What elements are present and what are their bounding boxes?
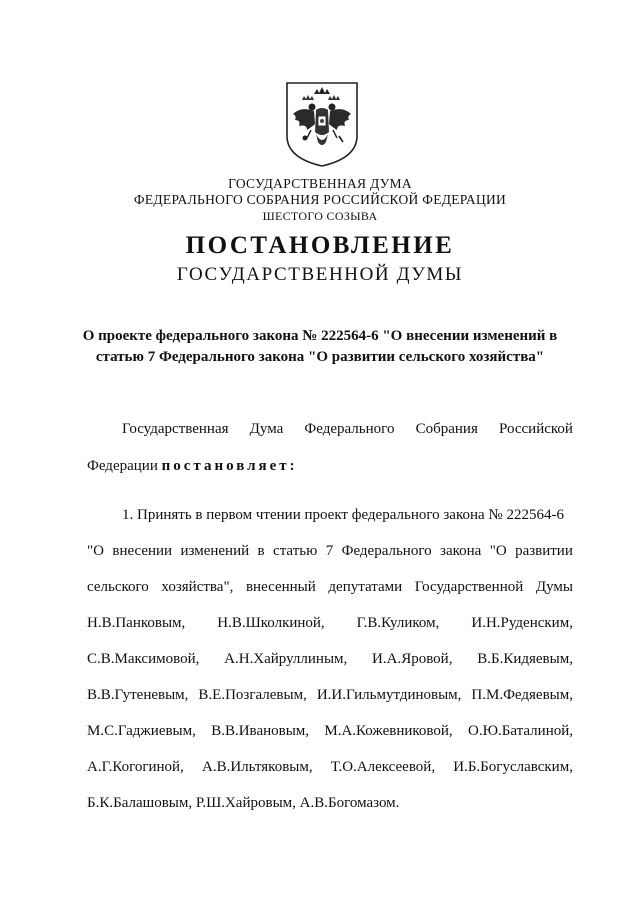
word: сельского — [87, 579, 149, 595]
deputy-name: В.В.Гутеневым, — [87, 687, 189, 703]
paragraph-1-line-7 — [87, 721, 573, 741]
paragraph-1-line-9: Б.К.Балашовым, Р.Ш.Хайровым, А.В.Богомазом. — [87, 795, 400, 811]
preamble-word: Федерального — [304, 421, 395, 437]
word: статью — [273, 543, 318, 559]
paragraph-1-line-6 — [87, 685, 573, 705]
paragraph-1-line-3 — [87, 577, 573, 597]
deputy-name: И.Б.Богуславским, — [453, 759, 573, 775]
document-subtitle: ГОСУДАРСТВЕННОЙ ДУМЫ — [176, 264, 464, 285]
paragraph-1-line-4 — [87, 613, 573, 633]
header-line-3: ШЕСТОГО СОЗЫВА — [262, 209, 378, 223]
preamble-line-1 — [87, 419, 573, 439]
header-line-1: ГОСУДАРСТВЕННАЯ ДУМА — [228, 176, 412, 191]
preamble-word: Российской — [499, 421, 573, 437]
deputy-name: А.В.Ильтяковым, — [202, 759, 313, 775]
paragraph-1-line-1: 1. Принять в первом чтении проект федерального закона № 222564-6 — [122, 507, 564, 523]
preamble-word: Государственная — [122, 421, 229, 437]
deputy-name: А.Г.Когогиной, — [87, 759, 184, 775]
paragraph-1-line-8 — [87, 757, 573, 777]
coat-of-arms-icon — [283, 80, 361, 168]
deputy-name: Н.В.Панковым, — [87, 615, 186, 631]
word: внесении — [112, 543, 173, 559]
deputy-name: М.С.Гаджиевым, — [87, 723, 196, 739]
word: развитии — [515, 543, 573, 559]
subject-line-2: статью 7 Федерального закона "О развитии сельского хозяйства" — [95, 349, 545, 365]
deputy-name: И.Н.Руденским, — [471, 615, 573, 631]
document-title: ПОСТАНОВЛЕНИЕ — [185, 232, 455, 259]
word: Думы — [535, 579, 573, 595]
word: изменений — [180, 543, 250, 559]
deputy-name: В.Е.Позгалевым, — [198, 687, 307, 703]
word: Федерального — [341, 543, 432, 559]
preamble-word: Собрания — [415, 421, 478, 437]
deputy-name: Т.О.Алексеевой, — [330, 759, 436, 775]
deputy-name: П.М.Федяевым, — [471, 687, 573, 703]
word: Государственной — [414, 579, 524, 595]
preamble-federation: Федерации — [87, 458, 158, 474]
preamble-word: Дума — [249, 421, 284, 437]
word: 7 — [325, 543, 334, 559]
header-line-2: ФЕДЕРАЛЬНОГО СОБРАНИЯ РОССИЙСКОЙ ФЕДЕРАЦИИ — [133, 192, 507, 207]
paragraph-1-line-5 — [87, 649, 573, 669]
word: "О — [489, 543, 507, 559]
preamble-line-2 — [87, 456, 573, 476]
deputy-name: А.Н.Хайруллиным, — [224, 651, 348, 667]
document-subject — [60, 326, 580, 368]
deputy-name: О.Ю.Баталиной, — [468, 723, 573, 739]
deputy-name: Н.В.Школкиной, — [217, 615, 325, 631]
paragraph-1-line-2 — [87, 541, 573, 561]
word: "О — [87, 543, 104, 559]
deputy-name: Г.В.Куликом, — [356, 615, 440, 631]
word: внесенный — [245, 579, 316, 595]
subject-line-1: О проекте федерального закона № 222564-6 "О внесении изменений в — [82, 328, 558, 344]
preamble-resolves: постановляет: — [161, 458, 298, 474]
deputy-name: И.И.Гильмутдиновым, — [316, 687, 462, 703]
deputy-name: М.А.Кожевниковой, — [324, 723, 453, 739]
word: в — [257, 543, 265, 559]
word: хозяйства", — [161, 579, 234, 595]
deputy-name: В.Б.Кидяевым, — [477, 651, 573, 667]
deputy-name: С.В.Максимовой, — [87, 651, 200, 667]
deputy-name: В.В.Ивановым, — [211, 723, 310, 739]
word: закона — [440, 543, 482, 559]
deputy-name: И.А.Яровой, — [372, 651, 453, 667]
word: депутатами — [328, 579, 403, 595]
